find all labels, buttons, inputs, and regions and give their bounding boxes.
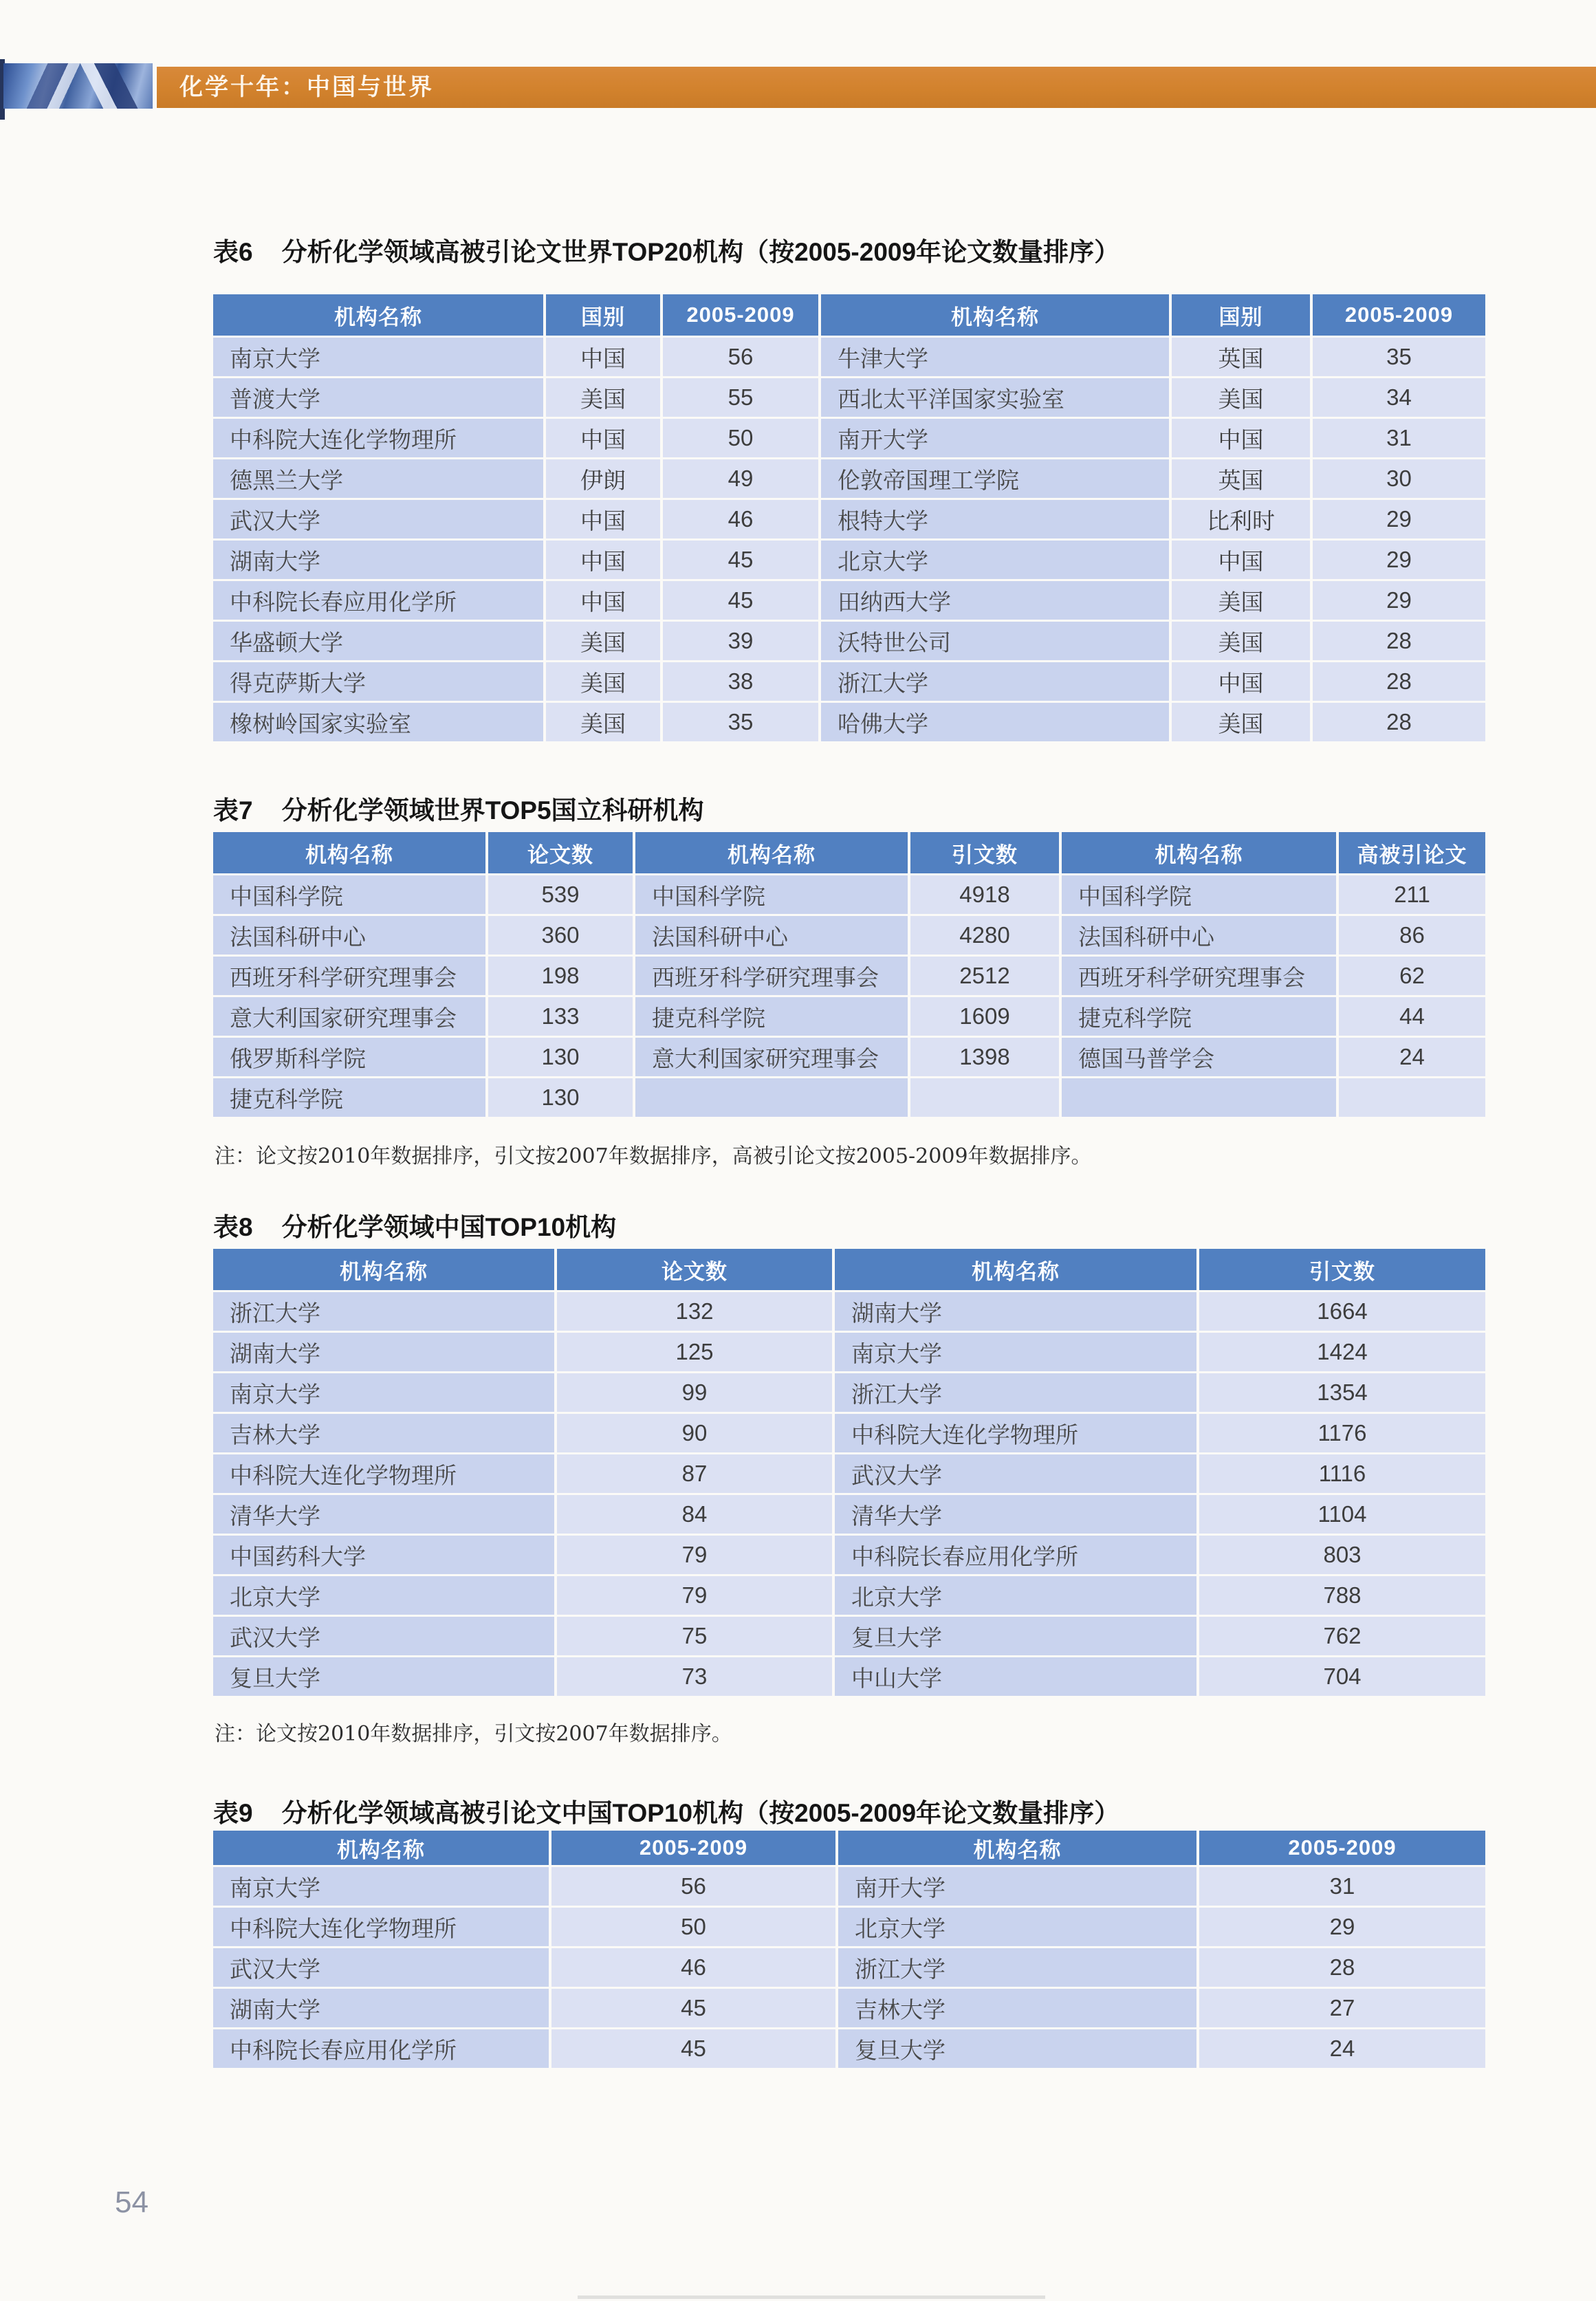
cell-value: 29 xyxy=(1313,541,1485,579)
table-title-text: 分析化学领域中国TOP10机构 xyxy=(281,1213,617,1241)
cell-institution: 清华大学 xyxy=(835,1495,1196,1534)
column-header: 机构名称 xyxy=(635,832,908,873)
cell-institution: 法国科研中心 xyxy=(635,916,908,955)
cell-value: 1104 xyxy=(1199,1495,1485,1534)
column-header: 2005-2009 xyxy=(663,294,818,336)
cell-value: 50 xyxy=(551,1908,835,1946)
cell-institution: 南开大学 xyxy=(821,419,1169,457)
cell-value: 伊朗 xyxy=(546,459,660,498)
cell-institution: 武汉大学 xyxy=(213,1617,554,1655)
table-note: 注：论文按2010年数据排序，引文按2007年数据排序，高被引论文按2005-2009年数据排序。 xyxy=(215,1144,1092,1168)
cell-institution: 伦敦帝国理工学院 xyxy=(821,459,1169,498)
cell-institution: 清华大学 xyxy=(213,1495,554,1534)
cell-institution: 中山大学 xyxy=(835,1657,1196,1696)
cell-institution: 中国科学院 xyxy=(635,875,908,914)
cell-institution: 南京大学 xyxy=(213,1867,549,1906)
column-header: 机构名称 xyxy=(213,1831,549,1865)
cell-institution: 捷克科学院 xyxy=(213,1078,485,1117)
cell-value xyxy=(910,1078,1059,1117)
cell-institution: 湖南大学 xyxy=(213,1989,549,2027)
cell-value: 44 xyxy=(1339,997,1485,1036)
cell-value: 中国 xyxy=(546,581,660,620)
cell-value: 56 xyxy=(663,338,818,376)
cell-institution: 武汉大学 xyxy=(213,500,543,538)
column-header: 论文数 xyxy=(488,832,633,873)
cell-institution: 橡树岭国家实验室 xyxy=(213,703,543,741)
cell-value: 62 xyxy=(1339,957,1485,995)
cell-value: 198 xyxy=(488,957,633,995)
cell-institution: 北京大学 xyxy=(838,1908,1196,1946)
cell-value: 50 xyxy=(663,419,818,457)
page-header-banner xyxy=(157,67,1596,108)
cell-value: 1424 xyxy=(1199,1333,1485,1371)
cell-institution: 哈佛大学 xyxy=(821,703,1169,741)
cell-institution: 田纳西大学 xyxy=(821,581,1169,620)
cell-value: 1398 xyxy=(910,1038,1059,1076)
cell-value: 45 xyxy=(551,1989,835,2027)
cell-value: 31 xyxy=(1313,419,1485,457)
cell-institution: 俄罗斯科学院 xyxy=(213,1038,485,1076)
cell-value: 46 xyxy=(663,500,818,538)
cell-value: 28 xyxy=(1313,622,1485,660)
cell-value: 45 xyxy=(551,2029,835,2068)
cell-value: 55 xyxy=(663,378,818,417)
column-header: 机构名称 xyxy=(1062,832,1336,873)
table-title xyxy=(213,789,704,827)
column-header: 机构名称 xyxy=(213,1249,554,1290)
table-label: 表6 xyxy=(213,238,253,266)
cell-value: 27 xyxy=(1199,1989,1485,2027)
cell-value: 中国 xyxy=(546,419,660,457)
cell-value: 34 xyxy=(1313,378,1485,417)
cell-value: 762 xyxy=(1199,1617,1485,1655)
cell-institution: 北京大学 xyxy=(213,1576,554,1615)
column-header: 高被引论文 xyxy=(1339,832,1485,873)
table-label: 表8 xyxy=(213,1213,253,1241)
cell-value: 美国 xyxy=(546,622,660,660)
cell-value: 中国 xyxy=(1172,662,1310,701)
column-header: 引文数 xyxy=(1199,1249,1485,1290)
cell-value: 130 xyxy=(488,1078,633,1117)
cell-value: 56 xyxy=(551,1867,835,1906)
cell-institution: 沃特世公司 xyxy=(821,622,1169,660)
cell-institution: 西班牙科学研究理事会 xyxy=(213,957,485,995)
cell-institution: 德国马普学会 xyxy=(1062,1038,1336,1076)
table-label: 表7 xyxy=(213,796,253,825)
cell-value: 1664 xyxy=(1199,1292,1485,1331)
cell-institution: 得克萨斯大学 xyxy=(213,662,543,701)
cell-value: 美国 xyxy=(1172,378,1310,417)
cell-institution: 湖南大学 xyxy=(213,541,543,579)
cell-institution: 法国科研中心 xyxy=(213,916,485,955)
cell-institution: 北京大学 xyxy=(821,541,1169,579)
cell-value: 31 xyxy=(1199,1867,1485,1906)
cell-value: 中国 xyxy=(1172,541,1310,579)
cell-value: 90 xyxy=(557,1414,832,1452)
cell-value: 45 xyxy=(663,581,818,620)
cell-institution xyxy=(1062,1078,1336,1117)
table-title-text: 分析化学领域高被引论文中国TOP10机构（按2005-2009年论文数量排序） xyxy=(281,1799,1120,1827)
cell-value: 29 xyxy=(1313,500,1485,538)
column-header: 机构名称 xyxy=(821,294,1169,336)
cell-institution: 捷克科学院 xyxy=(635,997,908,1036)
cell-value: 35 xyxy=(1313,338,1485,376)
cell-value: 1609 xyxy=(910,997,1059,1036)
cell-value: 75 xyxy=(557,1617,832,1655)
cell-institution: 浙江大学 xyxy=(213,1292,554,1331)
cell-institution: 西班牙科学研究理事会 xyxy=(1062,957,1336,995)
cell-value: 130 xyxy=(488,1038,633,1076)
cell-institution: 南京大学 xyxy=(835,1333,1196,1371)
table-label: 表9 xyxy=(213,1799,253,1827)
cell-value: 1116 xyxy=(1199,1454,1485,1493)
cell-value: 87 xyxy=(557,1454,832,1493)
cell-value: 美国 xyxy=(546,662,660,701)
cell-value: 133 xyxy=(488,997,633,1036)
cell-value: 84 xyxy=(557,1495,832,1534)
cell-value: 211 xyxy=(1339,875,1485,914)
cell-value: 比利时 xyxy=(1172,500,1310,538)
cell-institution: 意大利国家研究理事会 xyxy=(635,1038,908,1076)
cell-value: 360 xyxy=(488,916,633,955)
cell-value: 125 xyxy=(557,1333,832,1371)
cell-institution: 中科院大连化学物理所 xyxy=(213,419,543,457)
cell-value: 28 xyxy=(1313,662,1485,701)
column-header: 机构名称 xyxy=(213,832,485,873)
cell-value: 29 xyxy=(1199,1908,1485,1946)
cell-institution: 复旦大学 xyxy=(213,1657,554,1696)
cell-value: 28 xyxy=(1313,703,1485,741)
table-title xyxy=(213,1792,1119,1829)
table xyxy=(213,1249,1485,1696)
table xyxy=(213,294,1485,741)
table-title-text: 分析化学领域高被引论文世界TOP20机构（按2005-2009年论文数量排序） xyxy=(281,238,1120,266)
header-photo xyxy=(3,63,153,109)
column-header: 机构名称 xyxy=(838,1831,1196,1865)
column-header: 机构名称 xyxy=(835,1249,1196,1290)
cell-institution: 湖南大学 xyxy=(213,1333,554,1371)
cell-institution: 浙江大学 xyxy=(838,1948,1196,1987)
cell-institution: 浙江大学 xyxy=(835,1373,1196,1412)
cell-value: 46 xyxy=(551,1948,835,1987)
cell-value: 中国 xyxy=(546,541,660,579)
cell-value: 英国 xyxy=(1172,459,1310,498)
cell-institution: 华盛顿大学 xyxy=(213,622,543,660)
cell-institution: 武汉大学 xyxy=(835,1454,1196,1493)
cell-institution: 中科院大连化学物理所 xyxy=(213,1454,554,1493)
cell-value xyxy=(1339,1078,1485,1117)
cell-value: 28 xyxy=(1199,1948,1485,1987)
column-header: 国别 xyxy=(546,294,660,336)
cell-institution: 西北太平洋国家实验室 xyxy=(821,378,1169,417)
column-header: 机构名称 xyxy=(213,294,543,336)
cell-value: 24 xyxy=(1339,1038,1485,1076)
cell-value: 35 xyxy=(663,703,818,741)
column-header: 2005-2009 xyxy=(1199,1831,1485,1865)
cell-institution: 中科院大连化学物理所 xyxy=(835,1414,1196,1452)
cell-value: 24 xyxy=(1199,2029,1485,2068)
cell-institution: 复旦大学 xyxy=(838,2029,1196,2068)
cell-value: 29 xyxy=(1313,581,1485,620)
cell-institution: 南开大学 xyxy=(838,1867,1196,1906)
cell-value: 788 xyxy=(1199,1576,1485,1615)
cell-institution: 南京大学 xyxy=(213,338,543,376)
cell-institution: 北京大学 xyxy=(835,1576,1196,1615)
cell-value: 4918 xyxy=(910,875,1059,914)
cell-institution: 武汉大学 xyxy=(213,1948,549,1987)
table-note: 注：论文按2010年数据排序，引文按2007年数据排序。 xyxy=(215,1722,732,1746)
cell-value: 99 xyxy=(557,1373,832,1412)
cell-value: 美国 xyxy=(546,378,660,417)
cell-institution: 中科院长春应用化学所 xyxy=(213,581,543,620)
column-header: 引文数 xyxy=(910,832,1059,873)
cell-value: 中国 xyxy=(546,500,660,538)
cell-institution: 普渡大学 xyxy=(213,378,543,417)
cell-value: 704 xyxy=(1199,1657,1485,1696)
cell-institution: 吉林大学 xyxy=(213,1414,554,1452)
page-number: 54 xyxy=(115,2185,149,2219)
column-header: 论文数 xyxy=(557,1249,832,1290)
cell-institution: 德黑兰大学 xyxy=(213,459,543,498)
page-header-title: 化学十年：中国与世界 xyxy=(179,74,434,100)
cell-value: 美国 xyxy=(1172,622,1310,660)
cell-value: 39 xyxy=(663,622,818,660)
cell-institution: 西班牙科学研究理事会 xyxy=(635,957,908,995)
cell-institution: 复旦大学 xyxy=(835,1617,1196,1655)
cell-value: 38 xyxy=(663,662,818,701)
cell-value: 1176 xyxy=(1199,1414,1485,1452)
cell-institution: 捷克科学院 xyxy=(1062,997,1336,1036)
cell-institution: 中国科学院 xyxy=(213,875,485,914)
cell-institution: 中科院大连化学物理所 xyxy=(213,1908,549,1946)
table-title xyxy=(213,231,1119,268)
cell-institution: 浙江大学 xyxy=(821,662,1169,701)
cell-value: 132 xyxy=(557,1292,832,1331)
cell-institution: 中国药科大学 xyxy=(213,1536,554,1574)
cell-institution: 根特大学 xyxy=(821,500,1169,538)
cell-value: 79 xyxy=(557,1536,832,1574)
cell-institution: 中科院长春应用化学所 xyxy=(213,2029,549,2068)
cell-institution xyxy=(635,1078,908,1117)
cell-value: 英国 xyxy=(1172,338,1310,376)
cell-value: 美国 xyxy=(1172,703,1310,741)
cell-value: 30 xyxy=(1313,459,1485,498)
cell-value: 中国 xyxy=(1172,419,1310,457)
cell-value: 2512 xyxy=(910,957,1059,995)
cell-value: 73 xyxy=(557,1657,832,1696)
cell-institution: 法国科研中心 xyxy=(1062,916,1336,955)
cell-value: 美国 xyxy=(546,703,660,741)
cell-institution: 南京大学 xyxy=(213,1373,554,1412)
cell-institution: 吉林大学 xyxy=(838,1989,1196,2027)
column-header: 2005-2009 xyxy=(551,1831,835,1865)
table-title xyxy=(213,1206,616,1243)
cell-value: 4280 xyxy=(910,916,1059,955)
cell-value: 803 xyxy=(1199,1536,1485,1574)
cell-value: 539 xyxy=(488,875,633,914)
cell-value: 美国 xyxy=(1172,581,1310,620)
cell-institution: 牛津大学 xyxy=(821,338,1169,376)
column-header: 2005-2009 xyxy=(1313,294,1485,336)
cell-institution: 中科院长春应用化学所 xyxy=(835,1536,1196,1574)
cell-institution: 中国科学院 xyxy=(1062,875,1336,914)
cell-value: 86 xyxy=(1339,916,1485,955)
cell-value: 中国 xyxy=(546,338,660,376)
cell-value: 1354 xyxy=(1199,1373,1485,1412)
cell-value: 79 xyxy=(557,1576,832,1615)
cell-value: 45 xyxy=(663,541,818,579)
scan-artifact xyxy=(578,2295,1045,2299)
cell-value: 49 xyxy=(663,459,818,498)
table xyxy=(213,832,1485,1117)
column-header: 国别 xyxy=(1172,294,1310,336)
cell-institution: 意大利国家研究理事会 xyxy=(213,997,485,1036)
table xyxy=(213,1831,1485,2068)
table-title-text: 分析化学领域世界TOP5国立科研机构 xyxy=(281,796,704,825)
cell-institution: 湖南大学 xyxy=(835,1292,1196,1331)
